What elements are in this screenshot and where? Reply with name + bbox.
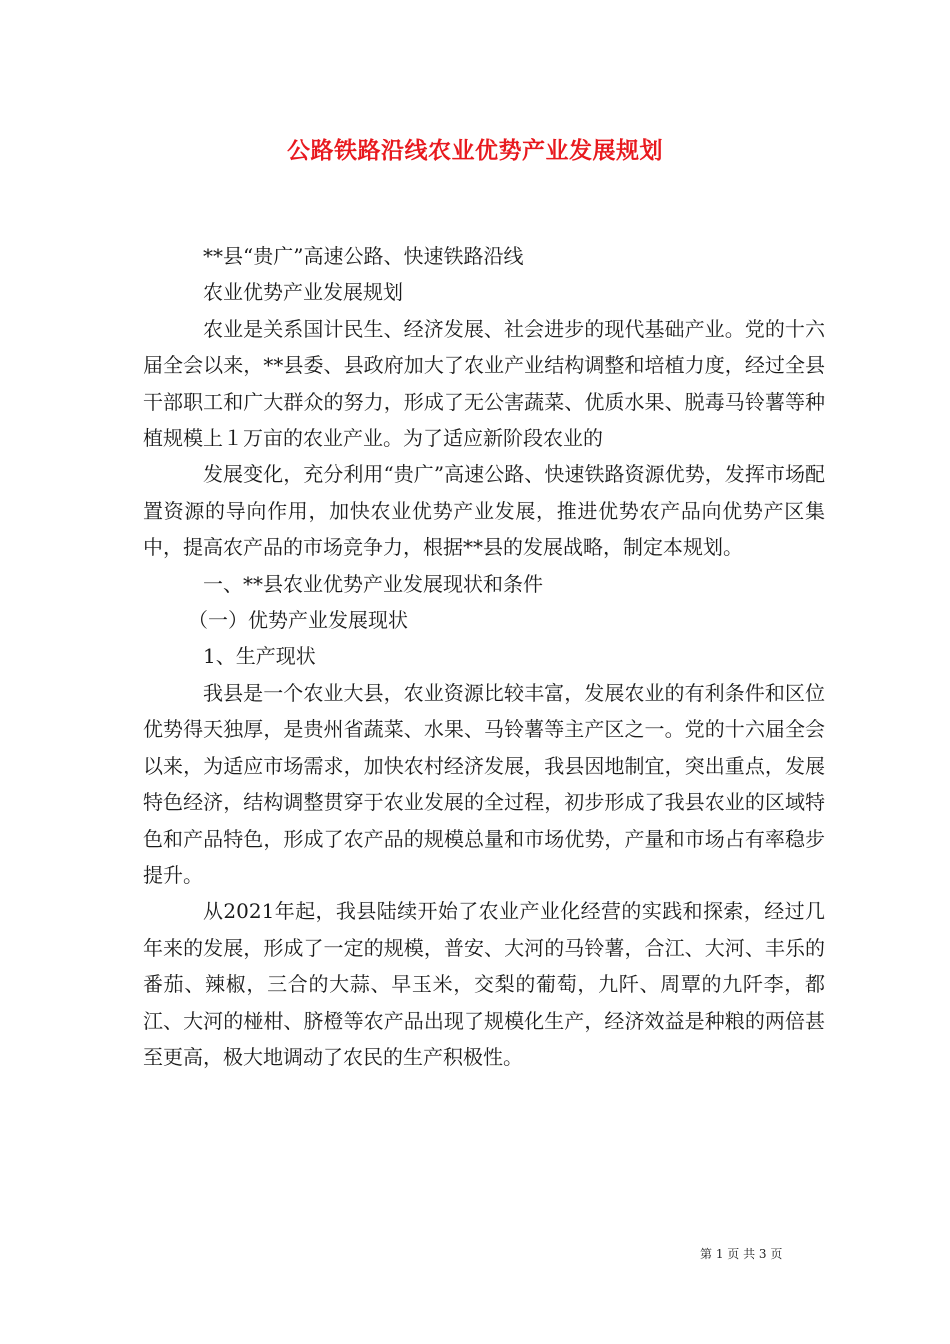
document-body: [143, 238, 825, 1075]
subtitle-line-1: **县“贵广”高速公路、快速铁路沿线: [203, 244, 524, 268]
subtitle-line-2: 农业优势产业发展规划: [203, 280, 403, 305]
page-number: 第 1 页 共 3 页: [700, 1247, 783, 1261]
subsection-heading: 1、生产现状: [203, 644, 316, 669]
paragraph: 发展变化，充分利用“贵广”高速公路、快速铁路资源优势，发挥市场配置资源的导向作用，加快农业优势产业发展，推进优势农产品向优势产区集中，提高农产品的市场竞争力，根据**县的发展战略，制定本规划。: [143, 462, 825, 560]
section-heading: 一、**县农业优势产业发展现状和条件: [203, 571, 543, 596]
paragraph: 我县是一个农业大县，农业资源比较丰富，发展农业的有利条件和区位优势得天独厚，是贵州省蔬菜、水果、马铃薯等主产区之一。党的十六届全会以来，为适应市场需求，加快农村经济发展，我县因地制宜，突出重点，发展特色经济，结构调整贯穿于农业发展的全过程，初步形成了我县农业的区域特色和产品特色，形成了农产品的规模总量和市场优势，产量和市场占有率稳步提升。: [143, 680, 825, 887]
paragraph: 从2021年起，我县陆续开始了农业产业化经营的实践和探索，经过几年来的发展，形成了一定的规模，普安、大河的马铃薯，合江、大河、丰乐的番茄、辣椒，三合的大蒜、早玉米，交梨的葡萄，九阡、周覃的九阡李，都江、大河的椪柑、脐橙等农产品出现了规模化生产，经济效益是种粮的两倍甚至更高，极大地调动了农民的生产积极性。: [143, 899, 825, 1069]
subsection-heading: （一）优势产业发展现状: [188, 608, 408, 633]
paragraph: 农业是关系国计民生、经济发展、社会进步的现代基础产业。党的十六届全会以来，**县委、县政府加大了农业产业结构调整和培植力度，经过全县干部职工和广大群众的努力，形成了无公害蔬菜、优质水果、脱毒马铃薯等种植规模上１万亩的农业产业。为了适应新阶段农业的: [143, 316, 825, 451]
document-title: 公路铁路沿线农业优势产业发展规划: [287, 137, 663, 164]
